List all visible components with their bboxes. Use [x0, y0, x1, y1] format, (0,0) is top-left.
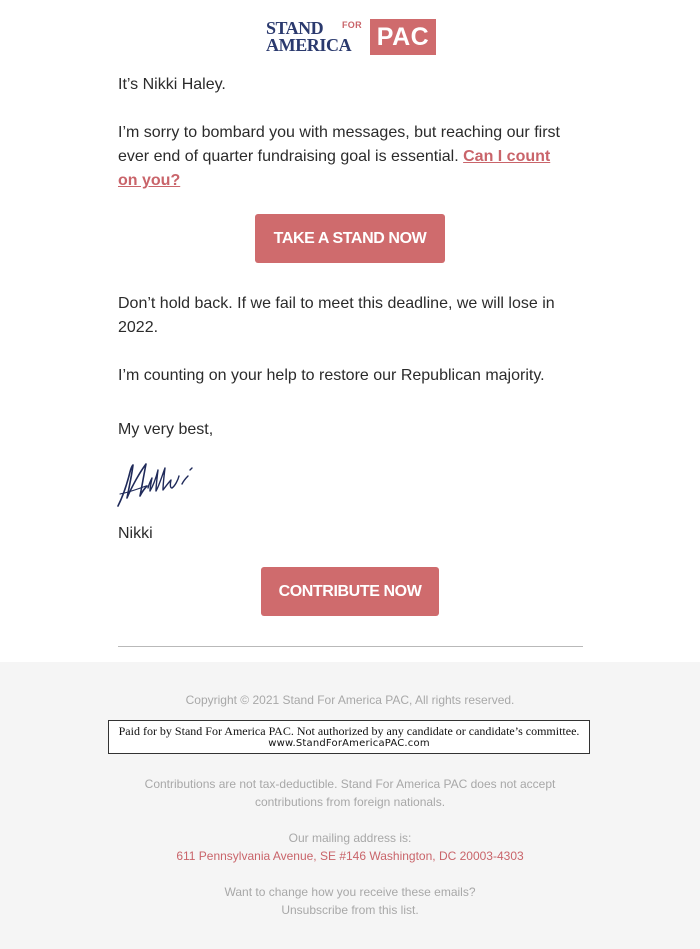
content-divider: [118, 646, 583, 647]
logo-for-text: FOR: [342, 20, 362, 30]
greeting-text: It’s Nikki Haley.: [118, 76, 226, 93]
contribute-now-button-label: CONTRIBUTE NOW: [278, 582, 422, 600]
contributions-note: Contributions are not tax-deductible. Stand For America PAC does not accept contributions from foreign nationals.: [144, 777, 556, 809]
paid-for-disclaimer-text: Paid for by Stand For America PAC. Not authorized by any candidate or candidate’s committee.: [118, 724, 580, 738]
intro-paragraph: [118, 121, 573, 193]
logo-stand-text: STAND: [266, 18, 324, 38]
logo-pac-text: PAC: [376, 22, 430, 51]
disclaimer-website: www.StandForAmericaPAC.com: [268, 738, 430, 749]
logo-america-text: AMERICA: [266, 35, 352, 55]
closing-text: My very best,: [118, 421, 214, 438]
stand-for-america-pac-logo[interactable]: [266, 19, 436, 55]
nikki-signature-image: [112, 458, 202, 510]
mailing-address-label: Our mailing address is:: [288, 831, 412, 845]
mailing-address: 611 Pennsylvania Avenue, SE #146 Washington, DC 20003-4303: [176, 849, 524, 863]
contribute-now-button[interactable]: [261, 567, 439, 616]
majority-paragraph: I’m counting on your help to restore our Republican majority.: [118, 367, 545, 384]
change-preferences-prompt: Want to change how you receive these emails?: [224, 885, 476, 899]
copyright-text: Copyright © 2021 Stand For America PAC, All rights reserved.: [185, 693, 515, 707]
count-on-you-link[interactable]: Can I count on you?: [118, 148, 551, 189]
email-footer: [0, 662, 700, 949]
signer-name: Nikki: [118, 525, 153, 542]
unsubscribe-link[interactable]: Unsubscribe from this list.: [281, 903, 419, 917]
take-a-stand-button-label: TAKE A STAND NOW: [273, 229, 427, 247]
paid-for-disclaimer-box: [108, 720, 590, 754]
take-a-stand-button[interactable]: [255, 214, 445, 263]
logo-pac-box: [370, 19, 436, 55]
intro-paragraph-text: I’m sorry to bombard you with messages, but reaching our first ever end of quarter fundraising goal is essential.: [118, 124, 560, 165]
deadline-paragraph: Don’t hold back. If we fail to meet this deadline, we will lose in 2022.: [118, 295, 555, 336]
